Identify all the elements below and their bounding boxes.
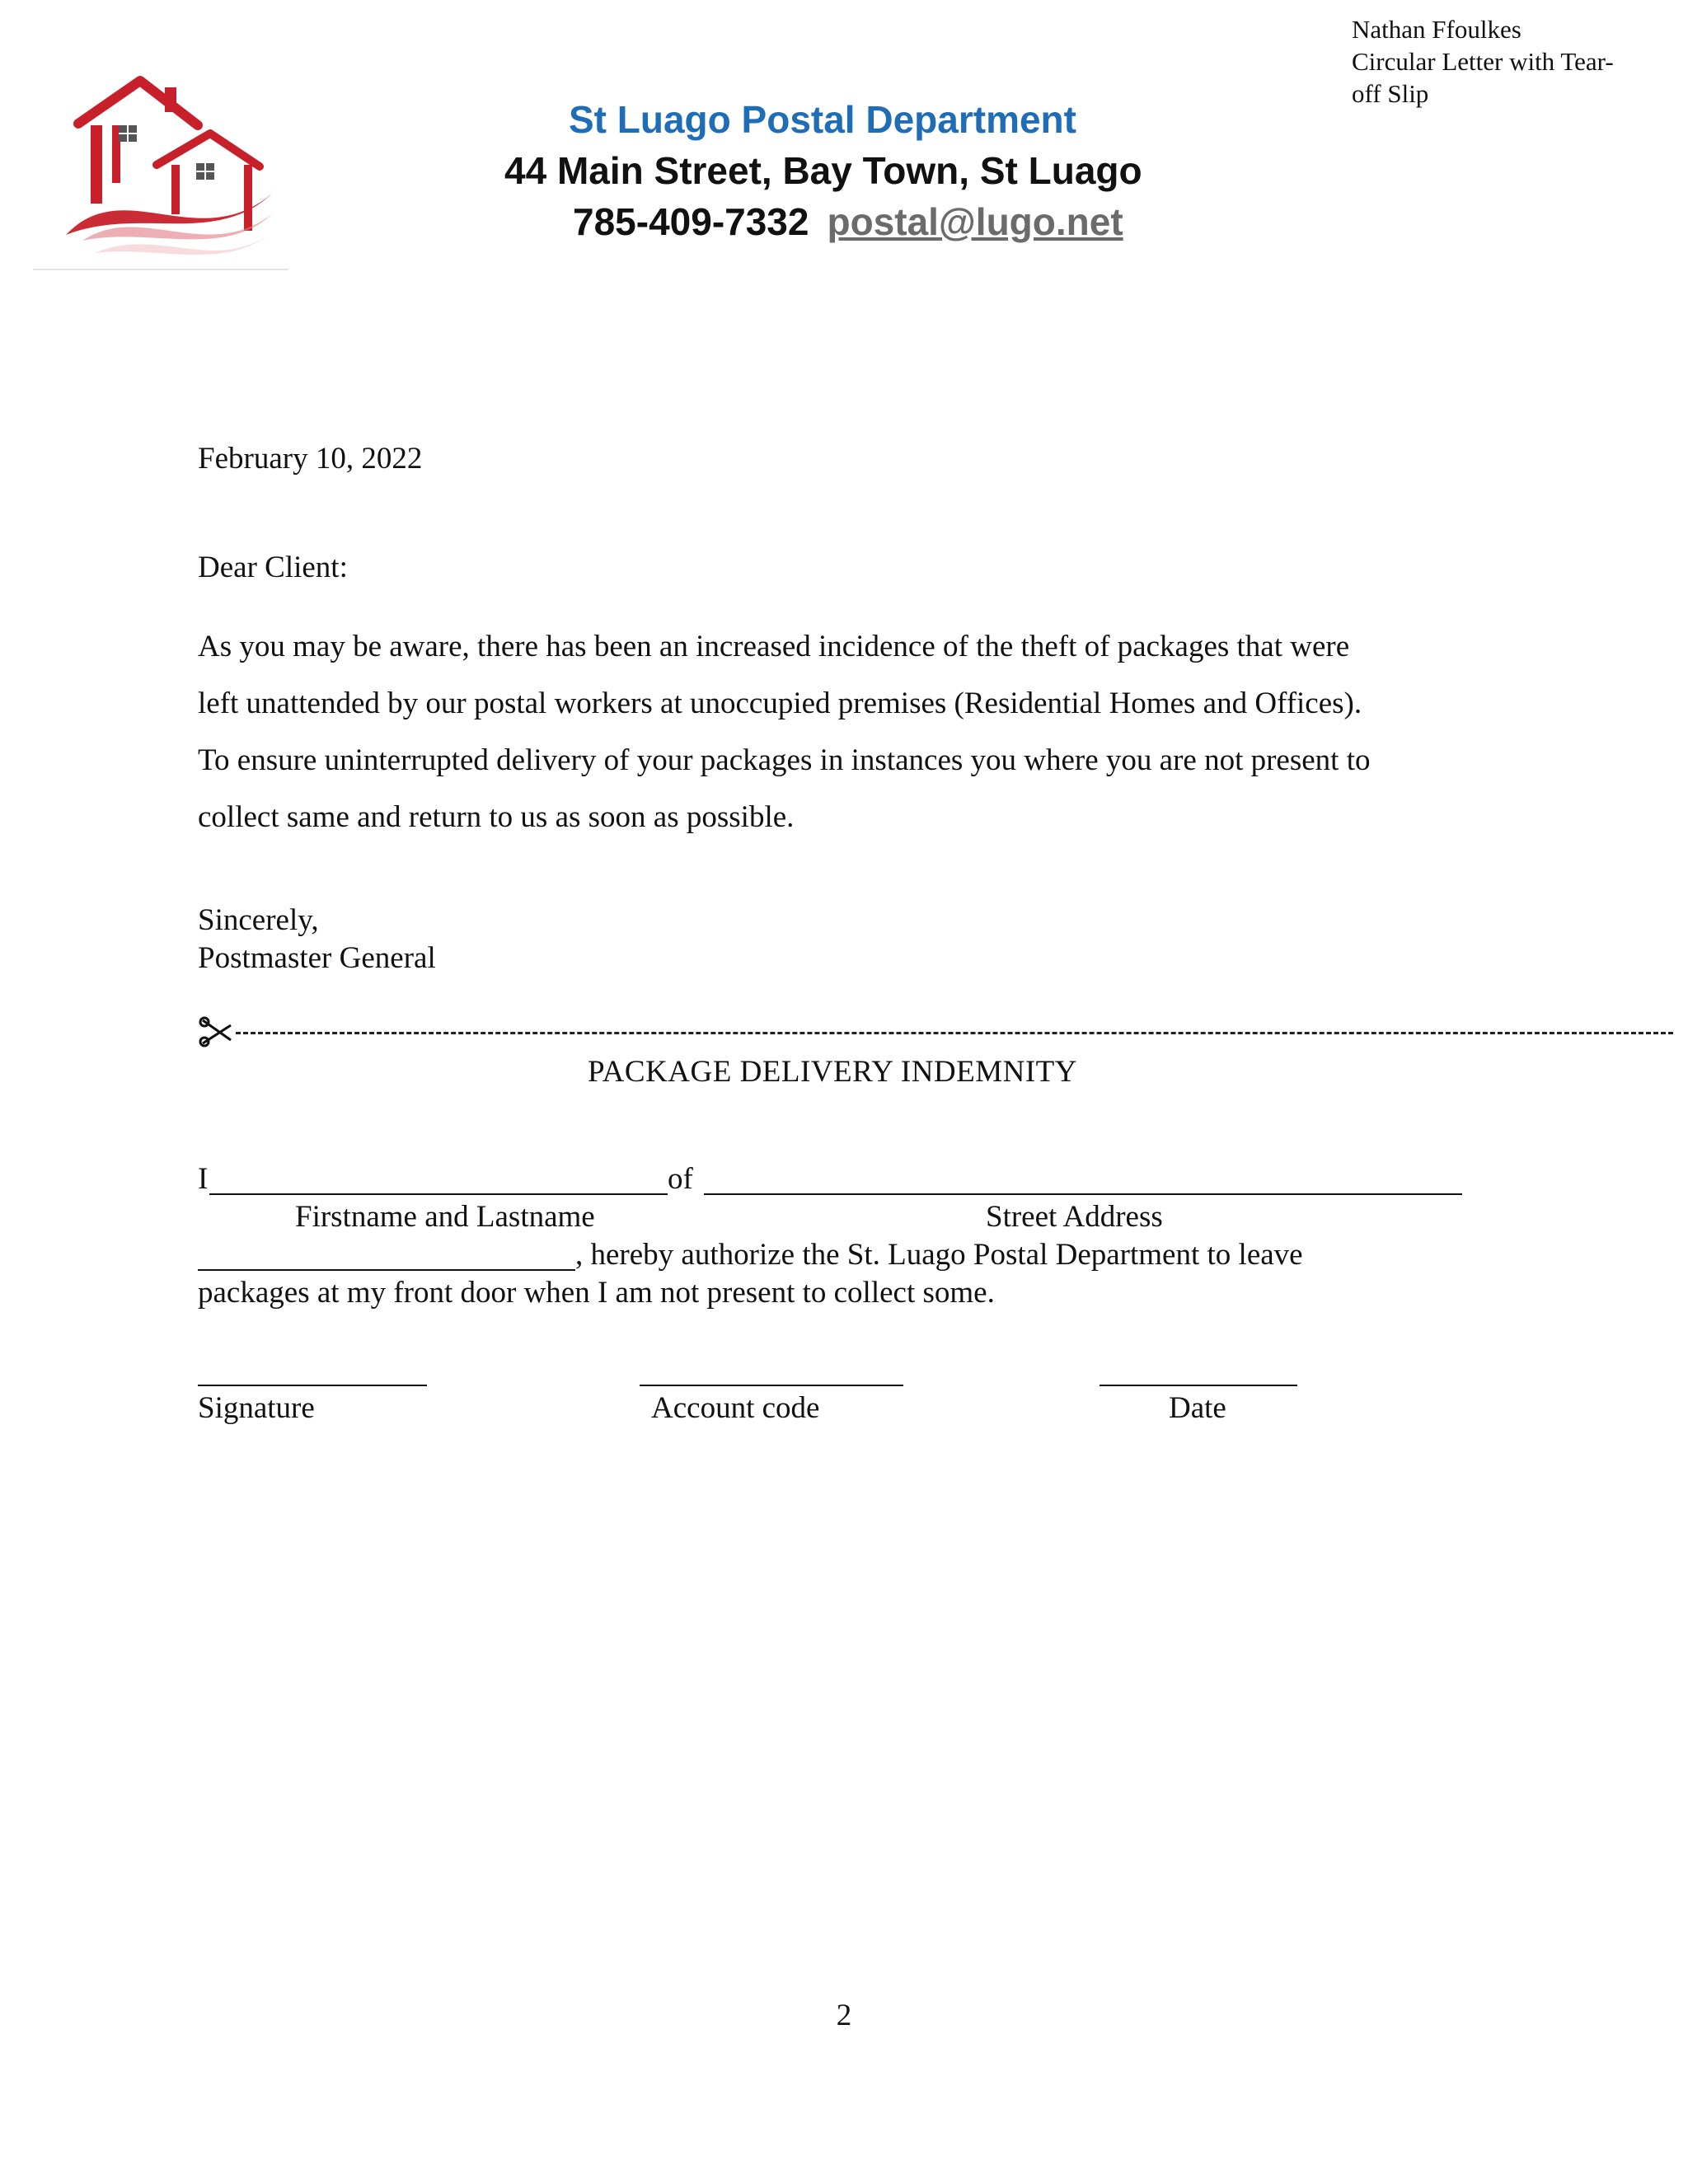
- address-continuation-field-line[interactable]: [198, 1269, 575, 1271]
- paragraph-line: As you may be aware, there has been an increased incidence of the theft of packages that were: [198, 630, 1350, 663]
- date-caption: Date: [1169, 1391, 1226, 1425]
- organization-email-link[interactable]: postal@lugo.net: [827, 200, 1123, 243]
- dashed-cut-line: [236, 1032, 1673, 1034]
- organization-phone: 785-409-7332: [573, 200, 809, 243]
- name-caption: Firstname and Lastname: [295, 1200, 595, 1234]
- signature-field-line[interactable]: [198, 1385, 427, 1386]
- letter-salutation: Dear Client:: [198, 551, 348, 584]
- paragraph-line: To ensure uninterrupted delivery of your packages in instances you where you are not present to: [198, 743, 1371, 777]
- letter-paragraph: [198, 618, 1370, 846]
- date-field-line[interactable]: [1100, 1385, 1297, 1386]
- account-code-caption: Account code: [651, 1391, 820, 1425]
- logo-underline: [33, 269, 288, 270]
- header-note-author: Nathan Ffoulkes: [1352, 15, 1522, 44]
- letter-date: February 10, 2022: [198, 442, 423, 476]
- slip-of-label: of: [668, 1162, 693, 1196]
- header-note: [1352, 13, 1665, 110]
- address-caption: Street Address: [986, 1200, 1163, 1234]
- signature-caption: Signature: [198, 1391, 315, 1425]
- authorization-text: , hereby authorize the St. Luago Postal Department to leave: [575, 1238, 1303, 1272]
- name-field-line[interactable]: [209, 1193, 668, 1195]
- houses-logo: [33, 49, 288, 272]
- paragraph-line: left unattended by our postal workers at unoccupied premises (Residential Homes and Offices).: [198, 687, 1362, 720]
- organization-address: 44 Main Street, Bay Town, St Luago: [504, 149, 1142, 192]
- tear-off-line: [198, 1015, 1484, 1053]
- authorization-text-continued: packages at my front door when I am not present to collect some.: [198, 1276, 995, 1310]
- letter-signer: Postmaster General: [198, 941, 436, 975]
- header-note-title-line1: Circular Letter with Tear-: [1352, 47, 1614, 76]
- street-address-field-line[interactable]: [704, 1193, 1462, 1195]
- account-code-field-line[interactable]: [640, 1385, 903, 1386]
- header-note-title-line2: off Slip: [1352, 79, 1429, 108]
- slip-i-label: I: [198, 1162, 209, 1196]
- page-number: 2: [836, 1999, 852, 2032]
- organization-contact: [573, 199, 1123, 244]
- organization-name: St Luago Postal Department: [569, 98, 1076, 141]
- paragraph-line: collect same and return to us as soon as possible.: [198, 800, 795, 834]
- letter-closing: Sincerely,: [198, 903, 319, 937]
- slip-title: PACKAGE DELIVERY INDEMNITY: [587, 1055, 1077, 1089]
- scissors-icon: [198, 1015, 234, 1048]
